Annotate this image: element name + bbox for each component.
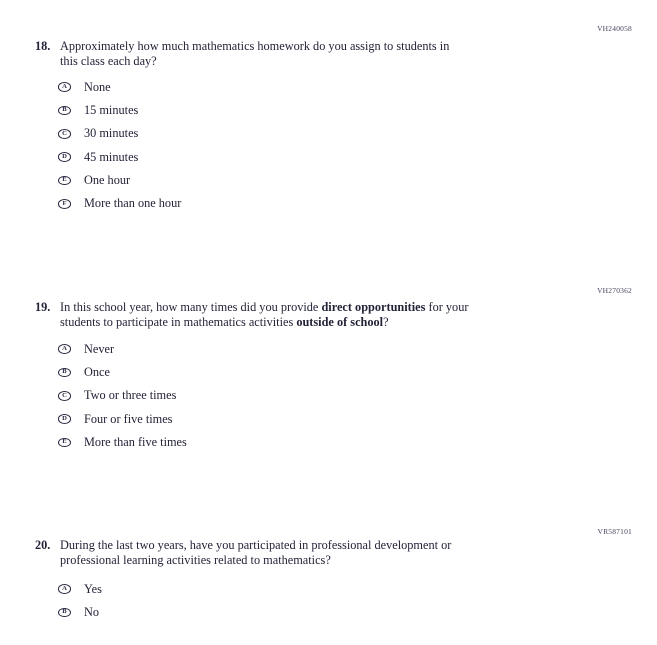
prompt-segment: ? (383, 315, 389, 330)
question-number: 20. (35, 538, 51, 552)
prompt-segment: In this school year, how many times did you provide (60, 300, 322, 314)
option-label: More than five times (84, 435, 187, 450)
option-row[interactable] (58, 390, 187, 402)
option-bubble[interactable]: A (58, 344, 71, 354)
prompt-line (60, 54, 600, 69)
option-row[interactable] (58, 437, 187, 449)
prompt-segment: professional learning activities related to mathematics? (60, 553, 331, 568)
option-row[interactable] (58, 366, 187, 378)
option-bubble[interactable]: C (58, 129, 71, 139)
item-code: VH270362 (597, 286, 632, 295)
prompt-segment: Approximately how much mathematics homework do you assign to students in (60, 39, 450, 53)
prompt-line (60, 300, 600, 315)
option-label: Four or five times (84, 411, 173, 426)
item-code: VR587101 (597, 527, 632, 536)
option-bubble[interactable]: F (58, 199, 71, 209)
option-row[interactable] (58, 128, 181, 140)
option-bubble[interactable]: D (58, 414, 71, 424)
option-bubble[interactable]: D (58, 152, 71, 162)
option-row[interactable] (58, 413, 187, 425)
option-bubble[interactable]: C (58, 391, 71, 401)
option-label: 15 minutes (84, 102, 139, 117)
prompt-line (60, 553, 600, 568)
prompt-segment: for your (425, 300, 469, 314)
prompt-segment: students to participate in mathematics activities (60, 315, 297, 330)
question-prompt (60, 538, 600, 568)
option-bubble[interactable]: E (58, 176, 71, 186)
prompt-segment: this class each day? (60, 54, 157, 69)
option-row[interactable] (58, 198, 181, 210)
option-label: One hour (84, 173, 131, 188)
option-label: Once (84, 364, 110, 379)
prompt-line (60, 39, 600, 54)
prompt-line (60, 315, 600, 330)
option-bubble[interactable]: E (58, 438, 71, 448)
option-row[interactable] (58, 151, 181, 163)
question-number: 18. (35, 39, 51, 53)
options-list (58, 81, 181, 221)
option-bubble[interactable]: A (58, 584, 71, 594)
option-row[interactable] (58, 175, 181, 187)
option-bubble[interactable]: B (58, 368, 71, 378)
option-label: Never (84, 341, 115, 356)
question-prompt (60, 39, 600, 69)
item-code: VH240058 (597, 24, 632, 33)
options-list (58, 343, 187, 460)
options-list (58, 583, 102, 630)
option-label: Yes (84, 581, 102, 596)
prompt-line (60, 538, 600, 553)
option-row[interactable] (58, 606, 102, 618)
option-label: 30 minutes (84, 126, 139, 141)
question-20 (35, 538, 600, 568)
option-label: More than one hour (84, 196, 182, 211)
prompt-segment-bold: outside of school (296, 315, 384, 330)
option-row[interactable] (58, 81, 181, 93)
option-row[interactable] (58, 583, 102, 595)
option-bubble[interactable]: B (58, 608, 71, 618)
option-bubble[interactable]: A (58, 82, 71, 92)
question-prompt (60, 300, 600, 330)
prompt-segment: During the last two years, have you participated in professional development or (60, 538, 452, 552)
option-label: Two or three times (84, 388, 177, 403)
option-row[interactable] (58, 343, 187, 355)
prompt-segment-bold: direct opportunities (321, 300, 426, 314)
option-bubble[interactable]: B (58, 106, 71, 116)
question-18 (35, 39, 600, 69)
option-row[interactable] (58, 104, 181, 116)
option-label: None (84, 79, 111, 94)
option-label: No (84, 604, 100, 619)
question-number: 19. (35, 300, 51, 314)
question-19 (35, 300, 600, 330)
option-label: 45 minutes (84, 149, 139, 164)
